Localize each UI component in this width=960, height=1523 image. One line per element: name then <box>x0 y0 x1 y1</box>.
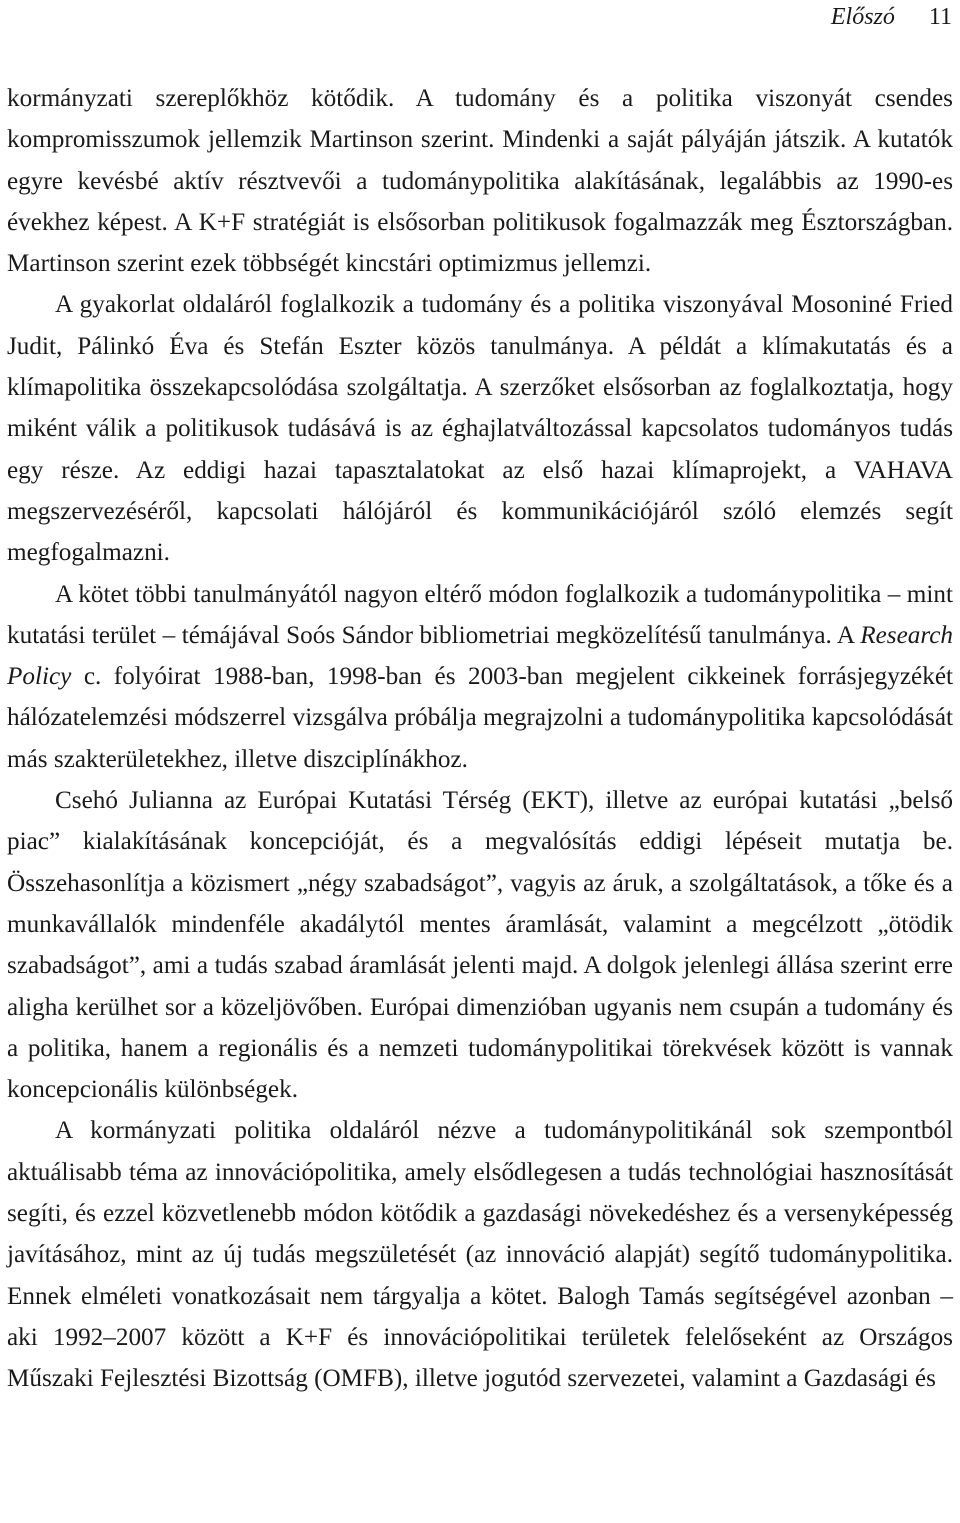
page-number: 11 <box>928 4 952 30</box>
paragraph-3 <box>7 574 953 780</box>
body-text <box>7 78 953 1400</box>
journal-title: Research Policy <box>7 621 953 691</box>
paragraph-3-text-before: A kötet többi tanulmányától nagyon eltérő módon foglalkozik a tudománypolitika – mint kutatási terület – témájával Soós Sándor bibliometriai megközelítésű tanulmánya. A <box>7 580 953 649</box>
paragraph-5: A kormányzati politika oldaláról nézve a tudománypolitikánál sok szempontból aktuálisabb téma az innovációpolitika, amely elsődlegesen a tudás technológiai hasznosítását segíti, és ezzel közvetlenebb módon kötődik a gazdasági növekedéshez és a versenyképesség javításához, mint az új tudás megszületését (az innováció alapját) segítő tudománypolitika. Ennek elméleti vonatkozásait nem tárgyalja a kötet. Balogh Tamás segítségével azonban – aki 1992–2007 között a K+F és innovációpolitikai területek felelőseként az Országos Műszaki Fejlesztési Bizottság (OMFB), illetve jogutód szervezetei, valamint a Gazdasági és <box>7 1117 953 1393</box>
paragraph-1: kormányzati szereplőkhöz kötődik. A tudomány és a politika viszonyát csendes kompromisszumok jellemzik Martinson szerint. Mindenki a saját pályáján játszik. A kutatók egyre kevésbé aktív résztvevői a tudománypolitika alakításának, legalábbis az 1990-es évekhez képest. A K+F stratégiát is elsősorban politikusok fogalmazzák meg Észtországban. Martinson szerint ezek többségét kincstári optimizmus jellemzi. <box>7 85 953 278</box>
running-header <box>831 3 952 31</box>
paragraph-4: Csehó Julianna az Európai Kutatási Térség (EKT), illetve az európai kutatási „belső piac” kialakításának koncepcióját, és a megvalósítás eddigi lépéseit mutatja be. Összehasonlítja a közismert „négy szabadságot”, vagyis az áruk, a szolgáltatások, a tőke és a munkavállalók mindenféle akadálytól mentes áramlását, valamint a megcélzott „ötödik szabadságot”, ami a tudás szabad áramlását jelenti majd. A dolgok jelenlegi állása szerint erre aligha kerülhet sor a közeljövőben. Európai dimenzióban ugyanis nem csupán a tudomány és a politika, hanem a regionális és a nemzeti tudománypolitikai törekvések között is vannak koncepcionális különbségek. <box>7 787 953 1104</box>
section-title: Előszó <box>830 4 895 30</box>
paragraph-2: A gyakorlat oldaláról foglalkozik a tudomány és a politika viszonyával Mosoniné Fried Judit, Pálinkó Éva és Stefán Eszter közös tanulmánya. A példát a klímakutatás és a klímapolitika összekapcsolódása szolgáltatja. A szerzőket elsősorban az foglalkoztatja, hogy miként válik a politikusok tudásává is az éghajlatváltozással kapcsolatos tudományos tudás egy része. Az eddigi hazai tapasztalatokat az első hazai klímaprojekt, a VAHAVA megszervezéséről, kapcsolati hálójáról és kommunikációjáról szóló elemzés segít megfogalmazni. <box>7 291 953 567</box>
paragraph-3-text-after: c. folyóirat 1988-ban, 1998-ban és 2003-ban megjelent cikkeinek forrásjegyzékét hálózatelemzési módszerrel vizsgálva próbálja megrajzolni a tudománypolitika kapcsolódását más szakterületekhez, illetve diszciplínákhoz. <box>7 663 953 773</box>
